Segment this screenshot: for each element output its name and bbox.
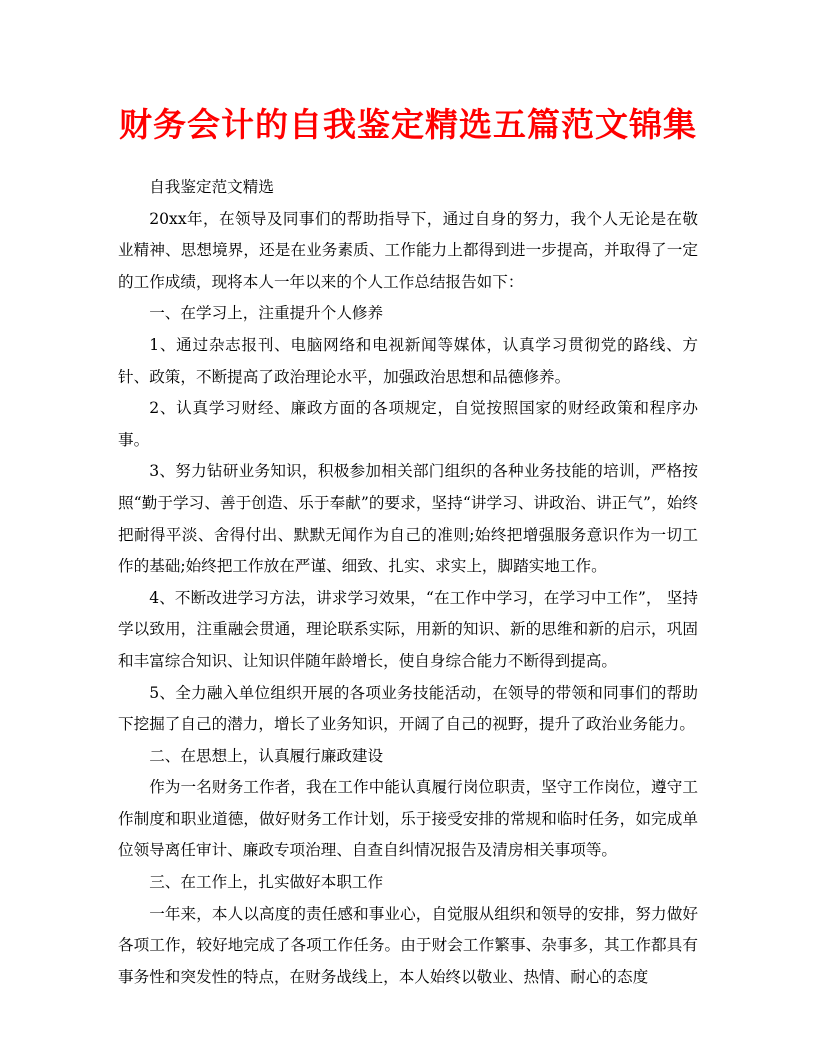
document-body bbox=[118, 172, 698, 993]
paragraph-work: 一年来，本人以高度的责任感和事业心，自觉服从组织和领导的安排，努力做好各项工作，较好地完成了各项工作任务。由于财会工作繁事、杂事多，其工作都具有事务性和突发性的特点，在财务战线上，本人始终以敬业、热情、耐心的态度 bbox=[118, 904, 698, 986]
paragraph-study-2: 2、认真学习财经、廉政方面的各项规定，自觉按照国家的财经政策和程序办事。 bbox=[118, 399, 698, 449]
paragraph-summary-intro: 20xx年，在领导及同事们的帮助指导下，通过自身的努力，我个人无论是在敬业精神、思想境界，还是在业务素质、工作能力上都得到进一步提高，并取得了一定的工作成绩，现将本人一年以来的个人工作总结报告如下： bbox=[118, 209, 698, 291]
section-heading-work: 三、在工作上，扎实做好本职工作 bbox=[149, 873, 384, 892]
paragraph-thought: 作为一名财务工作者，我在工作中能认真履行岗位职责，坚守工作岗位，遵守工作制度和职业道德，做好财务工作计划，乐于接受安排的常规和临时任务，如完成单位领导离任审计、廉政专项治理、自查自纠情况报告及清房相关事项等。 bbox=[118, 778, 698, 860]
paragraph-study-5: 5、全力融入单位组织开展的各项业务技能活动，在领导的带领和同事们的帮助下挖掘了自己的潜力，增长了业务知识，开阔了自己的视野，提升了政治业务能力。 bbox=[118, 683, 698, 734]
paragraph-intro-heading: 自我鉴定范文精选 bbox=[149, 178, 274, 196]
document-title: 财务会计的自我鉴定精选五篇范文锦集 bbox=[119, 105, 697, 144]
paragraph-study-4: 4、不断改进学习方法，讲求学习效果，“在工作中学习，在学习中工作”， 坚持学以致用，注重融会贯通，理论联系实际，用新的知识、新的思维和新的启示，巩固和丰富综合知识、让知识伴随年龄增长，使自身综合能力不断得到提高。 bbox=[118, 588, 698, 670]
paragraph-study-1: 1、通过杂志报刊、电脑网络和电视新闻等媒体，认真学习贯彻党的路线、方针、政策，不断提高了政治理论水平，加强政治思想和品德修养。 bbox=[118, 335, 698, 386]
paragraph-study-3: 3、努力钻研业务知识，积极参加相关部门组织的各种业务技能的培训，严格按照“勤于学习、善于创造、乐于奉献”的要求，坚持“讲学习、讲政治、讲正气”，始终把耐得平淡、舍得付出、默默无闻作为自己的准则;始终把增强服务意识作为一切工作的基础;始终把工作放在严谨、细致、扎实、求实上，脚踏实地工作。 bbox=[118, 462, 698, 576]
section-heading-thought: 二、在思想上，认真履行廉政建设 bbox=[149, 746, 384, 765]
section-heading-study: 一、在学习上，注重提升个人修养 bbox=[149, 304, 384, 323]
